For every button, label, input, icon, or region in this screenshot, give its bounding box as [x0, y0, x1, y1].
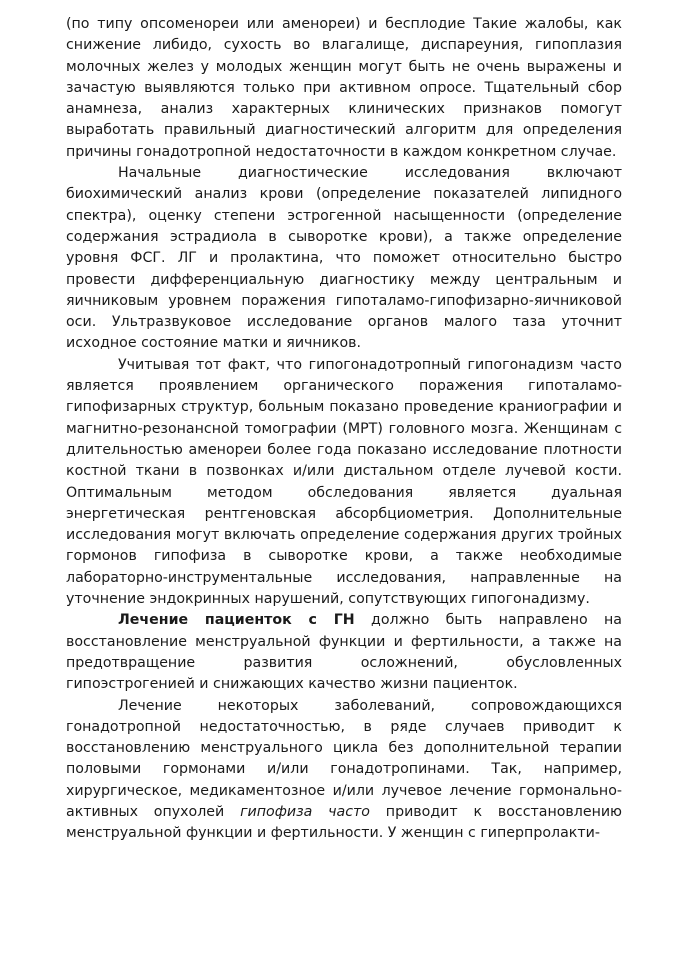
paragraph-treatment-diseases: [66, 696, 622, 845]
paragraph-treatment-goals: [66, 610, 622, 695]
document-page: [66, 14, 622, 845]
treatment-heading-bold: Лечение пациенток с ГН: [118, 612, 355, 629]
treatment-goals-text: должно быть направлено на восстановление менструальной функции и фертильности, а также на предотвращение развития осложнений, обусловленных гипоэстрогенией и снижающих качество жизни пациенток.: [66, 612, 622, 693]
paragraph-hypogonadotropic-examination: Учитывая тот факт, что гипогонадотропный гипогонадизм часто является проявлением органического поражения гипоталамо-гипофизарных структур, больным показано проведение краниографии и магнитно-резонансной томографии (МРТ) головного мозга. Женщинам с длительностью аменореи более года показано исследование плотности костной ткани в позвонках и/или дистальном отделе лучевой кости. Оптимальным методом обследования является дуальная энергетическая рентгеновская абсорбциометрия. Дополнительные исследования могут включать определение содержания других тройных гормонов гипофиза в сыворотке крови, а также необходимые лабораторно-инструментальные исследования, направленные на уточнение эндокринных нарушений, сопутствующих гипогонадизму.: [66, 356, 622, 608]
paragraph-complaints: (по типу опсоменореи или аменореи) и бесплодие Такие жалобы, как снижение либидо, сухость во влагалище, диспареуния, гипоплазия молочных желез у молодых женщин могут быть не очень выражены и зачастую выявляются только при активном опросе. Тщательный сбор анамнеза, анализ характерных клинических признаков помогут выработать правильный диагностический алгоритм для определения причины гонадотропной недостаточности в каждом конкретном случае.: [66, 16, 622, 160]
treatment-diseases-italic: гипофиза часто: [240, 803, 370, 820]
treatment-diseases-text-start: Лечение некоторых заболеваний, сопровождающихся гонадотропной недостаточностью, в ряде случаев приводит к восстановлению менструального цикла без дополнительной терапии половыми гормонами и/или гонадотропинами. Так, например, хирургическое, медикаментозное и/или лучевое лечение гормонально-активных опухолей: [66, 697, 622, 820]
treatment-diseases-text-end: приводит к восстановлению менструальной функции и фертильности. У женщин с гиперпролакти-: [66, 803, 623, 842]
paragraph-initial-diagnostics: Начальные диагностические исследования включают биохимический анализ крови (определение показателей липидного спектра), оценку степени эстрогенной насыщенности (определение содержания эстрадиола в сыворотке крови), а также определение уровня ФСГ. ЛГ и пролактина, что поможет относительно быстро провести дифференциальную диагностику между центральным и яичниковым уровнем поражения гипоталамо-гипофизарно-яичниковой оси. Ультразвуковое исследование органов малого таза уточнит исходное состояние матки и яичников.: [66, 165, 622, 352]
